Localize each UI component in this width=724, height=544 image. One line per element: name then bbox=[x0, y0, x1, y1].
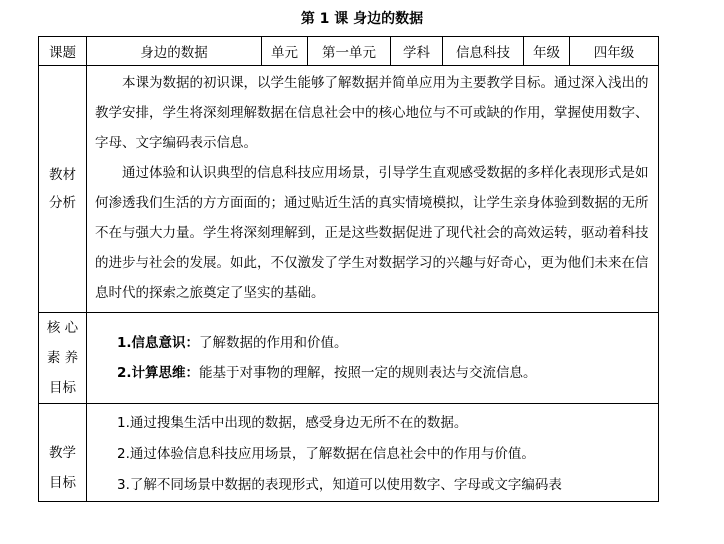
goals-label-line2: 目标 bbox=[49, 475, 76, 491]
unit-label: 单元 bbox=[262, 37, 308, 66]
header-row bbox=[39, 37, 659, 66]
goals-row bbox=[39, 404, 659, 502]
analysis-label bbox=[39, 66, 87, 313]
grade-value: 四年级 bbox=[570, 37, 659, 66]
analysis-paragraph: 通过体验和认识典型的信息科技应用场景，引导学生直观感受数据的多样化表现形式是如何渗透我们生活的方方面面的；通过贴近生活的真实情境模拟，让学生亲身体验到数据的无所不在与强大力量。学生将深刻理解到，正是这些数据促进了现代社会的高效运转，驱动着科技的进步与社会的发展。如此，不仅激发了学生对数据学习的兴趣与好奇心，更为他们未来在信息时代的探索之旅奠定了坚实的基础。 bbox=[95, 165, 649, 301]
analysis-content bbox=[87, 66, 659, 313]
core-label-line2: 素 养 bbox=[46, 350, 79, 366]
core-label-line3: 目标 bbox=[49, 380, 76, 396]
core-label-line1: 核 心 bbox=[46, 320, 79, 336]
core-content bbox=[87, 313, 659, 404]
core-item-text: 能基于对事物的理解，按照一定的规则表达与交流信息。 bbox=[199, 365, 537, 381]
analysis-row bbox=[39, 66, 659, 313]
unit-value: 第一单元 bbox=[308, 37, 391, 66]
lesson-plan-table bbox=[38, 36, 659, 502]
core-row bbox=[39, 313, 659, 404]
subject-value: 信息科技 bbox=[443, 37, 524, 66]
goal-item: 1.通过搜集生活中出现的数据，感受身边无所不在的数据。 bbox=[117, 415, 468, 431]
analysis-label-line2: 分析 bbox=[49, 195, 76, 211]
goal-item: 2.通过体验信息科技应用场景，了解数据在信息社会中的作用与价值。 bbox=[117, 446, 535, 462]
core-item bbox=[117, 358, 650, 388]
grade-label: 年级 bbox=[524, 37, 570, 66]
core-item-title: 2.计算思维： bbox=[117, 365, 200, 381]
lesson-label: 课题 bbox=[39, 37, 87, 66]
document-title: 第 1 课 身边的数据 bbox=[300, 11, 424, 27]
lesson-value: 身边的数据 bbox=[87, 37, 262, 66]
subject-label: 学科 bbox=[391, 37, 443, 66]
core-item-text: 了解数据的作用和价值。 bbox=[199, 335, 348, 351]
core-item-title: 1.信息意识： bbox=[117, 335, 200, 351]
goals-label-line1: 教学 bbox=[49, 445, 76, 461]
goals-label bbox=[39, 404, 87, 502]
analysis-label-line1: 教材 bbox=[49, 167, 76, 183]
core-item bbox=[117, 328, 650, 358]
analysis-paragraph: 本课为数据的初识课，以学生能够了解数据并简单应用为主要教学目标。通过深入浅出的教学安排，学生将深刻理解数据在信息社会中的核心地位与不可或缺的作用，掌握使用数字、字母、文字编码表示信息。 bbox=[95, 75, 649, 151]
goals-content bbox=[87, 404, 659, 502]
core-label bbox=[39, 313, 87, 404]
goal-item: 3.了解不同场景中数据的表现形式，知道可以使用数字、字母或文字编码表 bbox=[117, 477, 562, 493]
